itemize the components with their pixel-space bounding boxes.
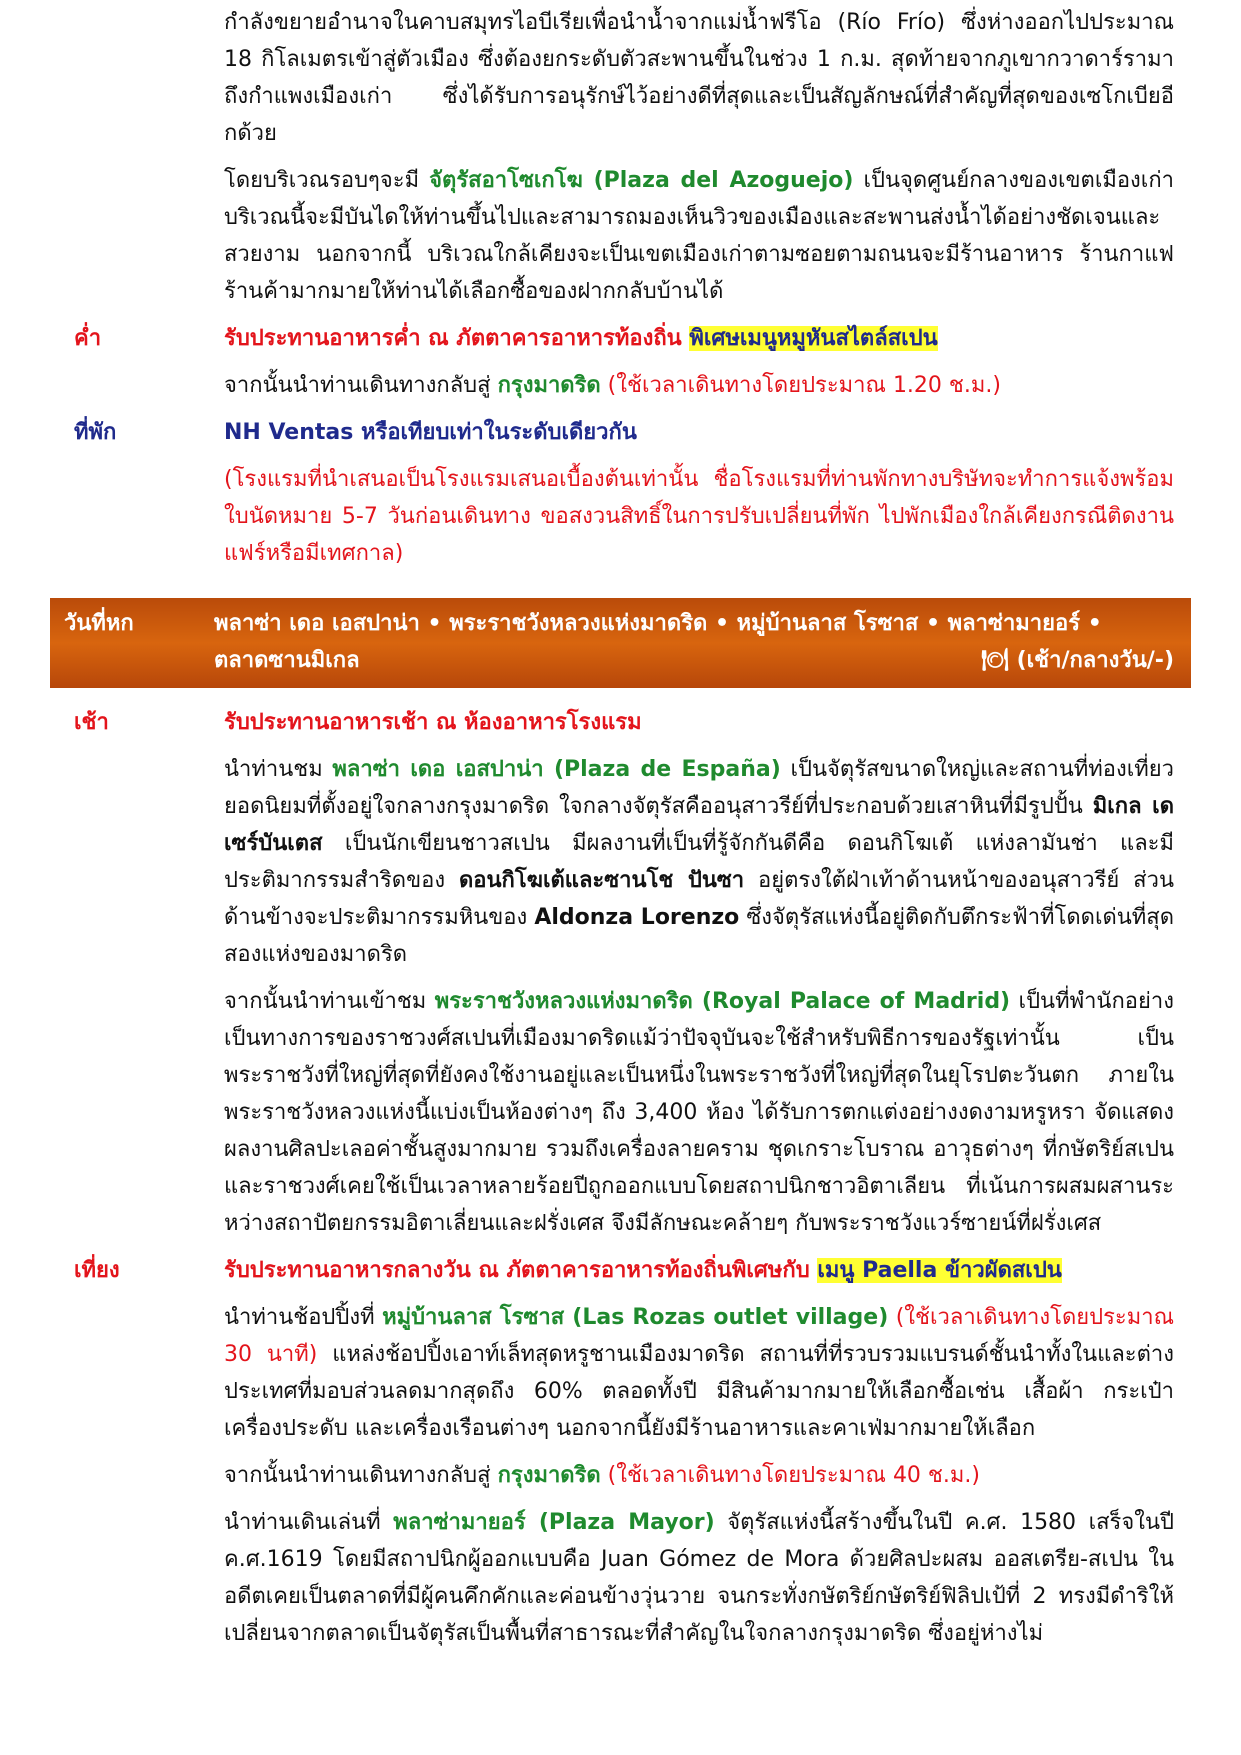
lunch-content: [224, 1252, 1174, 1662]
breakfast-content: [224, 704, 1174, 1252]
day-title: พลาซ่า เดอ เอสปาน่า • พระราชวังหลวงแห่งมาดริด • หมู่บ้านลาส โรซาส • พลาซ่ามายอร์ • ตลาดซานมิเกล 🍽 (เช้า/กลางวัน/-): [214, 605, 1174, 688]
dinner-label: ค่ำ: [74, 326, 102, 351]
dinner-text: รับประทานอาหารค่ำ ณ ภัตตาคารอาหารท้องถิ่น พิเศษเมนูหมูหันสไตล์สเปน: [224, 326, 938, 351]
aqueduct-paragraph: กำลังขยายอำนาจในคาบสมุทรไอบีเรียเพื่อนำน้ำจากแม่น้ำฟรีโอ (Río Frío) ซึ่งห่างออกไปประมาณ 18 กิโลเมตรเข้าสู่ตัวเมือง ซึ่งต้องยกระดับตัวสะพานขึ้นในช่วง 1 ก.ม. สุดท้ายจากภูเขากวาดาร์รามาถึงกำแพงเมืองเก่า ซึ่งได้รับการอนุรักษ์ไว้อย่างดีที่สุดและเป็นสัญลักษณ์ที่สำคัญที่สุดของเซโกเบียอีกด้วย: [224, 10, 1174, 146]
breakfast-row: [0, 704, 1241, 1252]
intro-section: [224, 0, 1174, 310]
hotel-label: ที่พัก: [74, 420, 117, 445]
royal-palace-paragraph: จากนั้นนำท่านเข้าชม พระราชวังหลวงแห่งมาดริด (Royal Palace of Madrid) เป็นที่พำนักอย่างเป็นทางการของราชวงศ์สเปนที่เมืองมาดริดแม้ว่าปัจจุบันจะใช้สำหรับพิธีการของรัฐเท่านั้น เป็นพระราชวังที่ใหญ่ที่สุดที่ยังคงใช้งานอยู่และเป็นหนึ่งในพระราชวังที่ใหญ่ที่สุดในยุโรปตะวันตก ภายในพระราชวังหลวงแห่งนี้แบ่งเป็นห้องต่างๆ ถึง 3,400 ห้อง ได้รับการตกแต่งอย่างงดงามหรูหรา จัดแสดงผลงานศิลปะเลอค่าชั้นสูงมากมาย รวมถึงเครื่องลายคราม ชุดเกราะโบราณ อาวุธต่างๆ ที่กษัตริย์สเปนและราชวงศ์เคยใช้เป็นเวลาหลายร้อยปีถูกออกแบบโดยสถาปนิกชาวอิตาเลียน ที่เน้นการผสมผสานระหว่างสถาปัตยกรรมอิตาเลี่ยนและฝรั่งเศส จึงมีลักษณะคล้ายๆ กับพระราชวังแวร์ซายน์ที่ฝรั่งเศส: [224, 989, 1174, 1236]
breakfast-text: รับประทานอาหารเช้า ณ ห้องอาหารโรงแรม: [224, 710, 642, 735]
hotel-note: (โรงแรมที่นำเสนอเป็นโรงแรมเสนอเบื้องต้นเท่านั้น ชื่อโรงแรมที่ท่านพักทางบริษัทจะทำการแจ้งพร้อมใบนัดหมาย 5-7 วันก่อนเดินทาง ขอสงวนสิทธิ์ในการปรับเปลี่ยนที่พัก ไปพักเมืองใกล้เคียงกรณีติดงานแฟร์หรือมีเทศกาล): [224, 467, 1174, 566]
azoguejo-place-name: จัตุรัสอาโซเกโฆ (Plaza del Azoguejo): [429, 168, 854, 193]
hotel-name: NH Ventas หรือเทียบเท่าในระดับเดียวกัน: [224, 420, 637, 445]
return-madrid-text: จากนั้นนำท่านเดินทางกลับสู่ กรุงมาดริด (ใช้เวลาเดินทางโดยประมาณ 40 ช.ม.): [224, 1463, 980, 1488]
plaza-mayor-paragraph: นำท่านเดินเล่นที่ พลาซ่ามายอร์ (Plaza Mayor) จัตุรัสแห่งนี้สร้างขึ้นในปี ค.ศ. 1580 เสร็จในปี ค.ศ.1619 โดยมีสถาปนิกผู้ออกแบบคือ Juan Gómez de Mora ด้วยศิลปะผสม ออสเตรีย-สเปน ในอดีตเคยเป็นตลาดที่มีผู้คนคึกคักและค่อนข้างวุ่นวาย จนกระทั่งกษัตริย์กษัตริย์ฟิลิปเป้ที่ 2 ทรงมีดำริให้เปลี่ยนจากตลาดเป็นจัตุรัสเป็นพื้นที่สาธารณะที่สำคัญในใจกลางกรุงมาดริด ซึ่งอยู่ห่างไม่: [224, 1510, 1175, 1646]
meals-info: 🍽 (เช้า/กลางวัน/-): [981, 648, 1174, 673]
breakfast-label: เช้า: [74, 710, 109, 735]
hotel-content: [224, 414, 1174, 582]
azoguejo-paragraph: โดยบริเวณรอบๆจะมี จัตุรัสอาโซเกโฆ (Plaza del Azoguejo) เป็นจุดศูนย์กลางของเขตเมืองเก่า บริเวณนี้จะมีบันไดให้ท่านขึ้นไปและสามารถมองเห็นวิวของเมืองและสะพานส่งน้ำได้อย่างชัดเจนและสวยงาม นอกจากนี้ บริเวณใกล้เคียงจะเป็นเขตเมืองเก่าตามซอยตามถนนจะมีร้านอาหาร ร้านกาแฟ ร้านค้ามากมายให้ท่านได้เลือกซื้อของฝากกลับบ้านได้: [224, 168, 1174, 304]
dinner-content: [224, 320, 1174, 414]
dinner-special-menu: พิเศษเมนูหมูหันสไตล์สเปน: [689, 326, 938, 351]
day-label: วันที่หก: [64, 611, 134, 636]
dinner-row: [0, 320, 1241, 414]
dinner-return-text: จากนั้นนำท่านเดินทางกลับสู่ กรุงมาดริด (ใช้เวลาเดินทางโดยประมาณ 1.20 ช.ม.): [224, 373, 1001, 398]
lunch-label: เที่ยง: [74, 1258, 120, 1283]
lunch-special-menu: เมนู Paella ข้าวผัดสเปน: [817, 1258, 1062, 1283]
lunch-text: รับประทานอาหารกลางวัน ณ ภัตตาคารอาหารท้องถิ่นพิเศษกับ เมนู Paella ข้าวผัดสเปน: [224, 1258, 1062, 1283]
las-rozas-paragraph: นำท่านช้อปปิ้งที่ หมู่บ้านลาส โรซาส (Las Rozas outlet village) (ใช้เวลาเดินทางโดยประมาณ 30 นาที) แหล่งช้อปปิ้งเอาท์เล็ทสุดหรูชานเมืองมาดริด สถานที่ที่รวบรวมแบรนด์ชั้นนำทั้งในและต่างประเทศที่มอบส่วนลดมากสุดถึง 60% ตลอดทั้งปี มีสินค้ามากมายให้เลือกซื้อเช่น เสื้อผ้า กระเป๋า เครื่องประดับ และเครื่องเรือนต่างๆ นอกจากนี้ยังมีร้านอาหารและคาเฟ่มากมายให้เลือก: [224, 1305, 1174, 1441]
day-banner: [50, 598, 1191, 688]
hotel-row: [0, 414, 1241, 582]
lunch-row: [0, 1252, 1241, 1662]
plaza-espana-paragraph: นำท่านชม พลาซ่า เดอ เอสปาน่า (Plaza de España) เป็นจัตุรัสขนาดใหญ่และสถานที่ท่องเที่ยวยอดนิยมที่ตั้งอยู่ใจกลางกรุงมาดริด ใจกลางจัตุรัสคืออนุสาวรีย์ที่ประกอบด้วยเสาหินที่มีรูปปั้น มิเกล เด เซร์บันเตส เป็นนักเขียนชาวสเปน มีผลงานที่เป็นที่รู้จักกันดีคือ ดอนกิโฆเต้ แห่งลามันช่า และมีประติมากรรมสำริดของ ดอนกิโฆเต้และซานโช ปันซา อยู่ตรงใต้ฝ่าเท้าด้านหน้าของอนุสาวรีย์ ส่วนด้านข้างจะประติมากรรมหินของ Aldonza Lorenzo ซึ่งจัตุรัสแห่งนี้อยู่ติดกับตึกระฟ้าที่โดดเด่นที่สุดสองแห่งของมาดริด: [224, 757, 1175, 967]
